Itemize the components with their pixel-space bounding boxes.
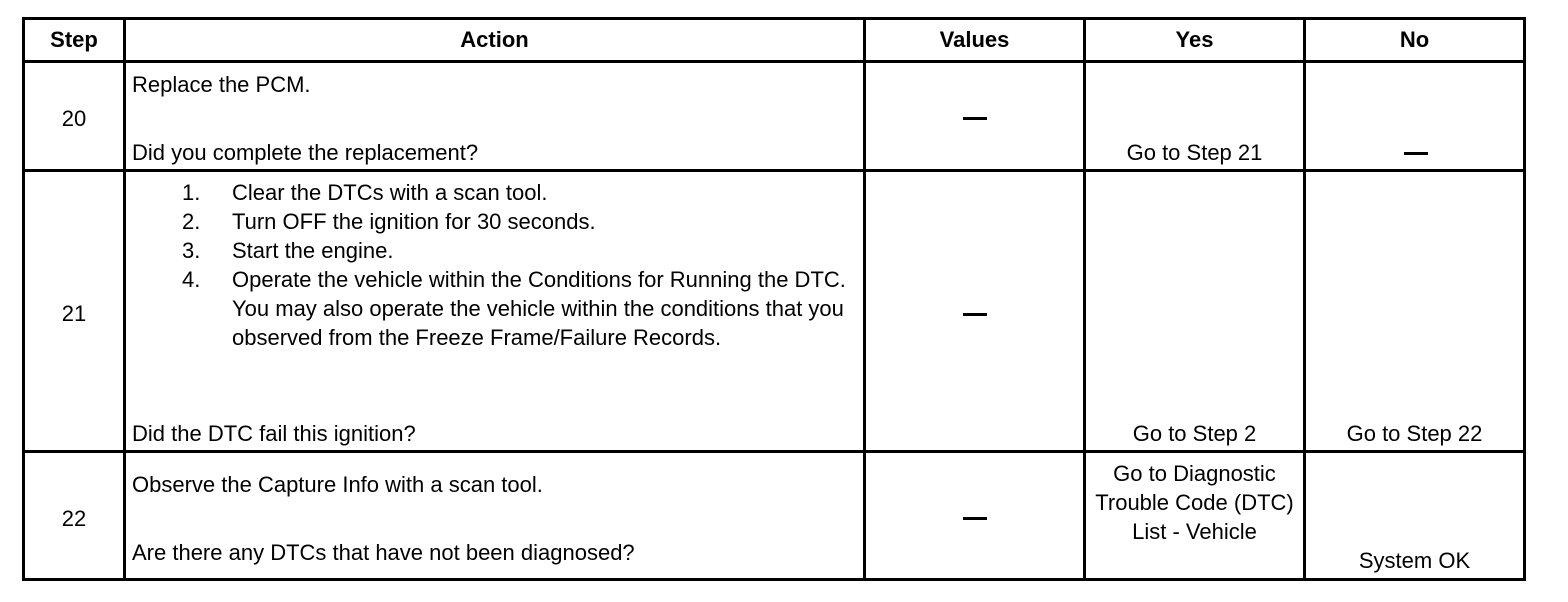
values-dash [963, 117, 987, 120]
list-text: Clear the DTCs with a scan tool. [232, 180, 548, 205]
action-text: Observe the Capture Info with a scan tool. [132, 472, 543, 497]
header-yes: Yes [1175, 27, 1214, 52]
column-divider [123, 20, 126, 578]
list-text: Turn OFF the ignition for 30 seconds. [232, 209, 596, 234]
yes-action: Go to Step 21 [1126, 140, 1263, 165]
action-question: Are there any DTCs that have not been diagnosed? [132, 540, 635, 565]
yes-action: Go to Diagnostic Trouble Code (DTC) List - Vehicle [1095, 461, 1294, 544]
no-action: Go to Step 22 [1346, 421, 1483, 446]
diagnostic-table [22, 17, 1526, 581]
action-question: Did you complete the replacement? [132, 140, 479, 165]
no-dash [1404, 152, 1428, 155]
no-action: System OK [1358, 548, 1471, 573]
column-divider [863, 20, 866, 578]
header-action: Action [460, 27, 529, 52]
action-steps-list [132, 178, 852, 352]
header-values: Values [939, 27, 1010, 52]
step-number: 20 [61, 106, 87, 131]
values-dash [963, 517, 987, 520]
row-divider [25, 450, 1523, 453]
action-question: Did the DTC fail this ignition? [132, 421, 416, 446]
yes-action: Go to Step 2 [1132, 421, 1257, 446]
list-number: 4. [182, 267, 201, 292]
list-number: 1. [182, 180, 201, 205]
header-step: Step [50, 27, 98, 52]
header-no: No [1399, 27, 1430, 52]
row-divider [25, 60, 1523, 63]
list-number: 3. [182, 238, 201, 263]
row-divider [25, 169, 1523, 172]
list-text: Operate the vehicle within the Conditions for Running the DTC. You may also operate the vehicle within the conditions that you observed from the Freeze Frame/Failure Records. [232, 267, 846, 350]
list-text: Start the engine. [232, 238, 394, 263]
values-dash [963, 313, 987, 316]
action-text: Replace the PCM. [132, 72, 311, 97]
list-item [132, 236, 852, 265]
step-number: 22 [61, 506, 87, 531]
column-divider [1303, 20, 1306, 578]
column-divider [1083, 20, 1086, 578]
step-number: 21 [61, 301, 87, 326]
list-item [132, 178, 852, 207]
list-number: 2. [182, 209, 201, 234]
list-item [132, 265, 852, 352]
list-item [132, 207, 852, 236]
